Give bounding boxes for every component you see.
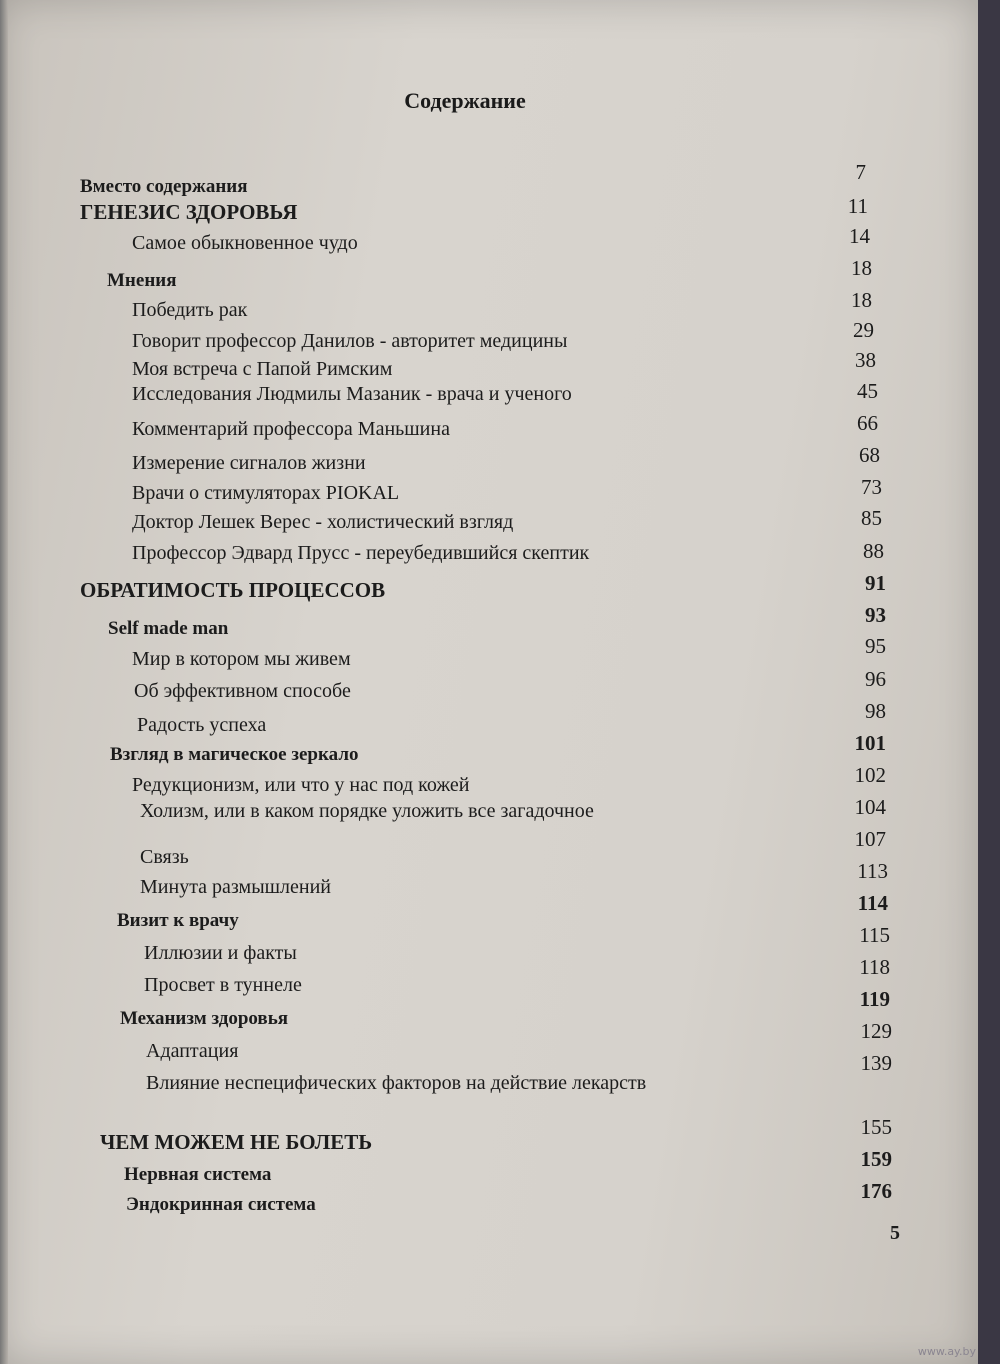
toc-entry: Врачи о стимуляторах PIOKAL — [132, 482, 400, 504]
toc-page-number: 114 — [857, 891, 888, 915]
toc-entry: Просвет в туннеле — [144, 974, 302, 996]
toc-entry: Эндокринная система — [126, 1194, 316, 1215]
toc-page-number: 104 — [854, 795, 886, 819]
toc-page-number: 129 — [860, 1019, 892, 1043]
toc-entry: Радость успеха — [137, 714, 267, 736]
toc-page-number: 88 — [863, 539, 884, 563]
toc-entry: Мнения — [107, 270, 177, 291]
toc-entry: Самое обыкновенное чудо — [132, 232, 358, 254]
toc-page-number: 38 — [855, 348, 876, 372]
toc-entry: Измерение сигналов жизни — [132, 452, 366, 474]
toc-entry: Self made man — [108, 618, 229, 639]
toc-entry: Вместо содержания — [80, 176, 248, 197]
toc-page-number: 66 — [857, 411, 878, 435]
toc-page-number: 7 — [855, 160, 866, 184]
toc-page-number: 102 — [854, 763, 886, 787]
toc-page-number: 95 — [865, 634, 886, 658]
toc-page-number: 119 — [859, 987, 890, 1011]
toc-page-number: 18 — [851, 256, 872, 280]
toc-page-number: 85 — [861, 506, 882, 530]
toc-entry-section: ГЕНЕЗИС ЗДОРОВЬЯ — [80, 200, 298, 224]
toc-entry: Иллюзии и факты — [144, 942, 297, 964]
page-binding-edge — [0, 0, 8, 1364]
toc-page-number: 14 — [849, 224, 870, 248]
toc-page-number: 113 — [857, 859, 888, 883]
toc-entry: Связь — [140, 846, 189, 868]
toc-page-number: 73 — [861, 475, 882, 499]
toc-page-number: 29 — [853, 318, 874, 342]
toc-page-number: 93 — [865, 603, 886, 627]
toc-page-number: 101 — [854, 731, 886, 755]
toc-page-number: 45 — [857, 379, 878, 403]
toc-entry: Моя встреча с Папой Римским — [132, 358, 393, 380]
toc-entry: Комментарий профессора Маньшина — [132, 418, 450, 440]
toc-entry-section: ЧЕМ МОЖЕМ НЕ БОЛЕТЬ — [100, 1130, 373, 1154]
toc-page-number: 18 — [851, 288, 872, 312]
toc-page-number: 139 — [860, 1051, 892, 1075]
toc-entry: Говорит профессор Данилов - авторитет медицины — [132, 330, 568, 352]
toc-page-number: 96 — [865, 667, 886, 691]
toc-entry: Холизм, или в каком порядке уложить все загадочное — [140, 800, 594, 822]
page-title: Содержание — [404, 88, 526, 113]
toc-entry: Профессор Эдвард Прусс - переубедившийся скептик — [132, 542, 590, 564]
toc-entry: Механизм здоровья — [120, 1008, 289, 1029]
toc-entry-section: ОБРАТИМОСТЬ ПРОЦЕССОВ — [80, 578, 386, 602]
toc-page-number: 115 — [859, 923, 890, 947]
toc-entry: Доктор Лешек Верес - холистический взгляд — [132, 511, 514, 533]
toc-entry: Об эффективном способе — [134, 680, 351, 702]
toc-entry: Исследования Людмилы Мазаник - врача и ученого — [132, 383, 572, 405]
toc-entry: Победить рак — [132, 299, 248, 321]
toc-page-number: 176 — [860, 1179, 892, 1203]
toc-entry: Мир в котором мы живем — [132, 648, 351, 670]
toc-page-number: 107 — [854, 827, 886, 851]
toc-entry: Нервная система — [124, 1164, 272, 1185]
watermark: www.ay.by — [917, 1345, 976, 1358]
toc-entry: Адаптация — [146, 1040, 239, 1062]
toc-page-number: 155 — [860, 1115, 892, 1139]
toc-entry: Визит к врачу — [117, 910, 239, 931]
toc-entry: Взгляд в магическое зеркало — [110, 744, 359, 765]
toc-page-number: 11 — [847, 194, 868, 218]
page-footer-number: 5 — [890, 1222, 900, 1244]
toc-entry: Минута размышлений — [140, 876, 332, 898]
toc-page-number: 68 — [859, 443, 880, 467]
toc-page-number: 98 — [865, 699, 886, 723]
toc-page-number: 159 — [860, 1147, 892, 1171]
toc-page-number: 118 — [859, 955, 890, 979]
toc-entry: Редукционизм, или что у нас под кожей — [132, 774, 470, 796]
toc-page-number: 91 — [865, 571, 886, 595]
toc-entry: Влияние неспецифических факторов на действие лекарств — [146, 1072, 647, 1094]
